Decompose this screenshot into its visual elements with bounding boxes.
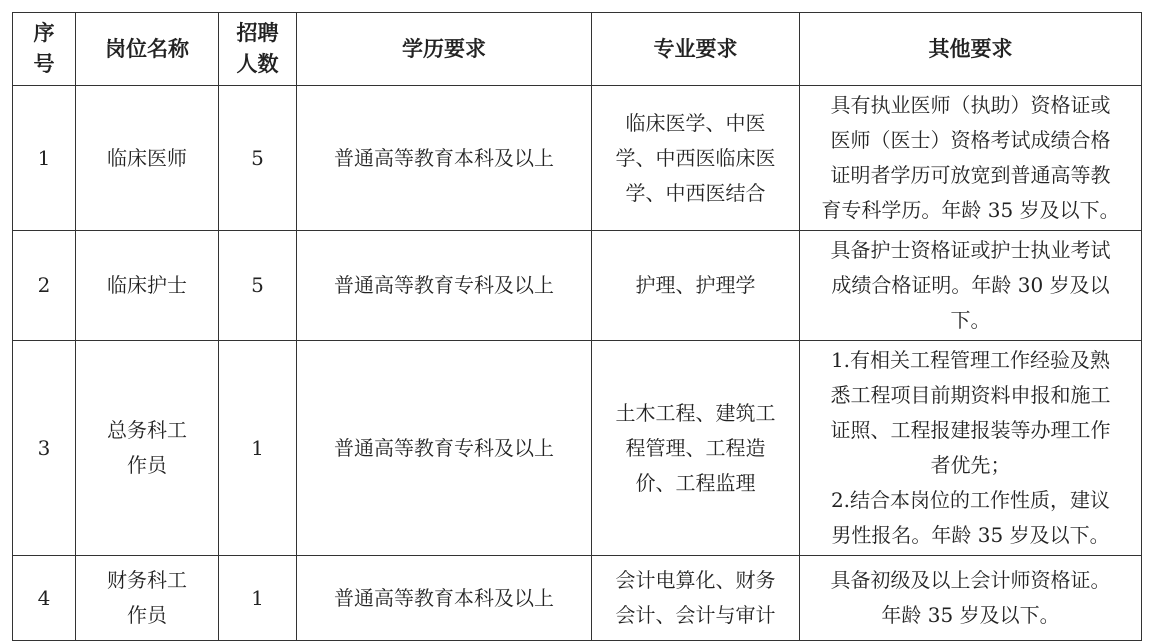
header-major: 专业要求 xyxy=(592,13,800,86)
row-major: 护理、护理学 xyxy=(592,231,800,341)
header-row xyxy=(13,13,1142,86)
table-row xyxy=(13,341,1142,556)
row-index: 3 xyxy=(13,341,76,556)
row-count: 1 xyxy=(219,556,297,641)
recruitment-table xyxy=(12,12,1142,641)
row-index: 4 xyxy=(13,556,76,641)
row-other: 具备初级及以上会计师资格证。 年龄 35 岁及以下。 xyxy=(800,556,1142,641)
table-row xyxy=(13,86,1142,231)
header-education: 学历要求 xyxy=(297,13,592,86)
row-count: 1 xyxy=(219,341,297,556)
row-other: 1.有相关工程管理工作经验及熟 悉工程项目前期资料申报和施工 证照、工程报建报装等办理工作 者优先； 2.结合本岗位的工作性质，建议 男性报名。年龄 35 岁及以下。 xyxy=(800,341,1142,556)
row-major: 临床医学、中医 学、中西医临床医 学、中西医结合 xyxy=(592,86,800,231)
row-education: 普通高等教育本科及以上 xyxy=(297,86,592,231)
row-index: 2 xyxy=(13,231,76,341)
row-position: 财务科工 作员 xyxy=(76,556,219,641)
row-major: 会计电算化、财务 会计、会计与审计 xyxy=(592,556,800,641)
row-position: 临床护士 xyxy=(76,231,219,341)
row-education: 普通高等教育专科及以上 xyxy=(297,341,592,556)
header-index: 序 号 xyxy=(13,13,76,86)
header-position: 岗位名称 xyxy=(76,13,219,86)
header-other: 其他要求 xyxy=(800,13,1142,86)
row-position: 总务科工 作员 xyxy=(76,341,219,556)
row-other: 具备护士资格证或护士执业考试 成绩合格证明。年龄 30 岁及以 下。 xyxy=(800,231,1142,341)
row-other: 具有执业医师（执助）资格证或 医师（医士）资格考试成绩合格 证明者学历可放宽到普通高等教 育专科学历。年龄 35 岁及以下。 xyxy=(800,86,1142,231)
row-major: 土木工程、建筑工 程管理、工程造 价、工程监理 xyxy=(592,341,800,556)
row-count: 5 xyxy=(219,231,297,341)
row-education: 普通高等教育专科及以上 xyxy=(297,231,592,341)
table-row xyxy=(13,231,1142,341)
row-count: 5 xyxy=(219,86,297,231)
table-row xyxy=(13,556,1142,641)
row-education: 普通高等教育本科及以上 xyxy=(297,556,592,641)
header-count: 招聘 人数 xyxy=(219,13,297,86)
row-position: 临床医师 xyxy=(76,86,219,231)
row-index: 1 xyxy=(13,86,76,231)
